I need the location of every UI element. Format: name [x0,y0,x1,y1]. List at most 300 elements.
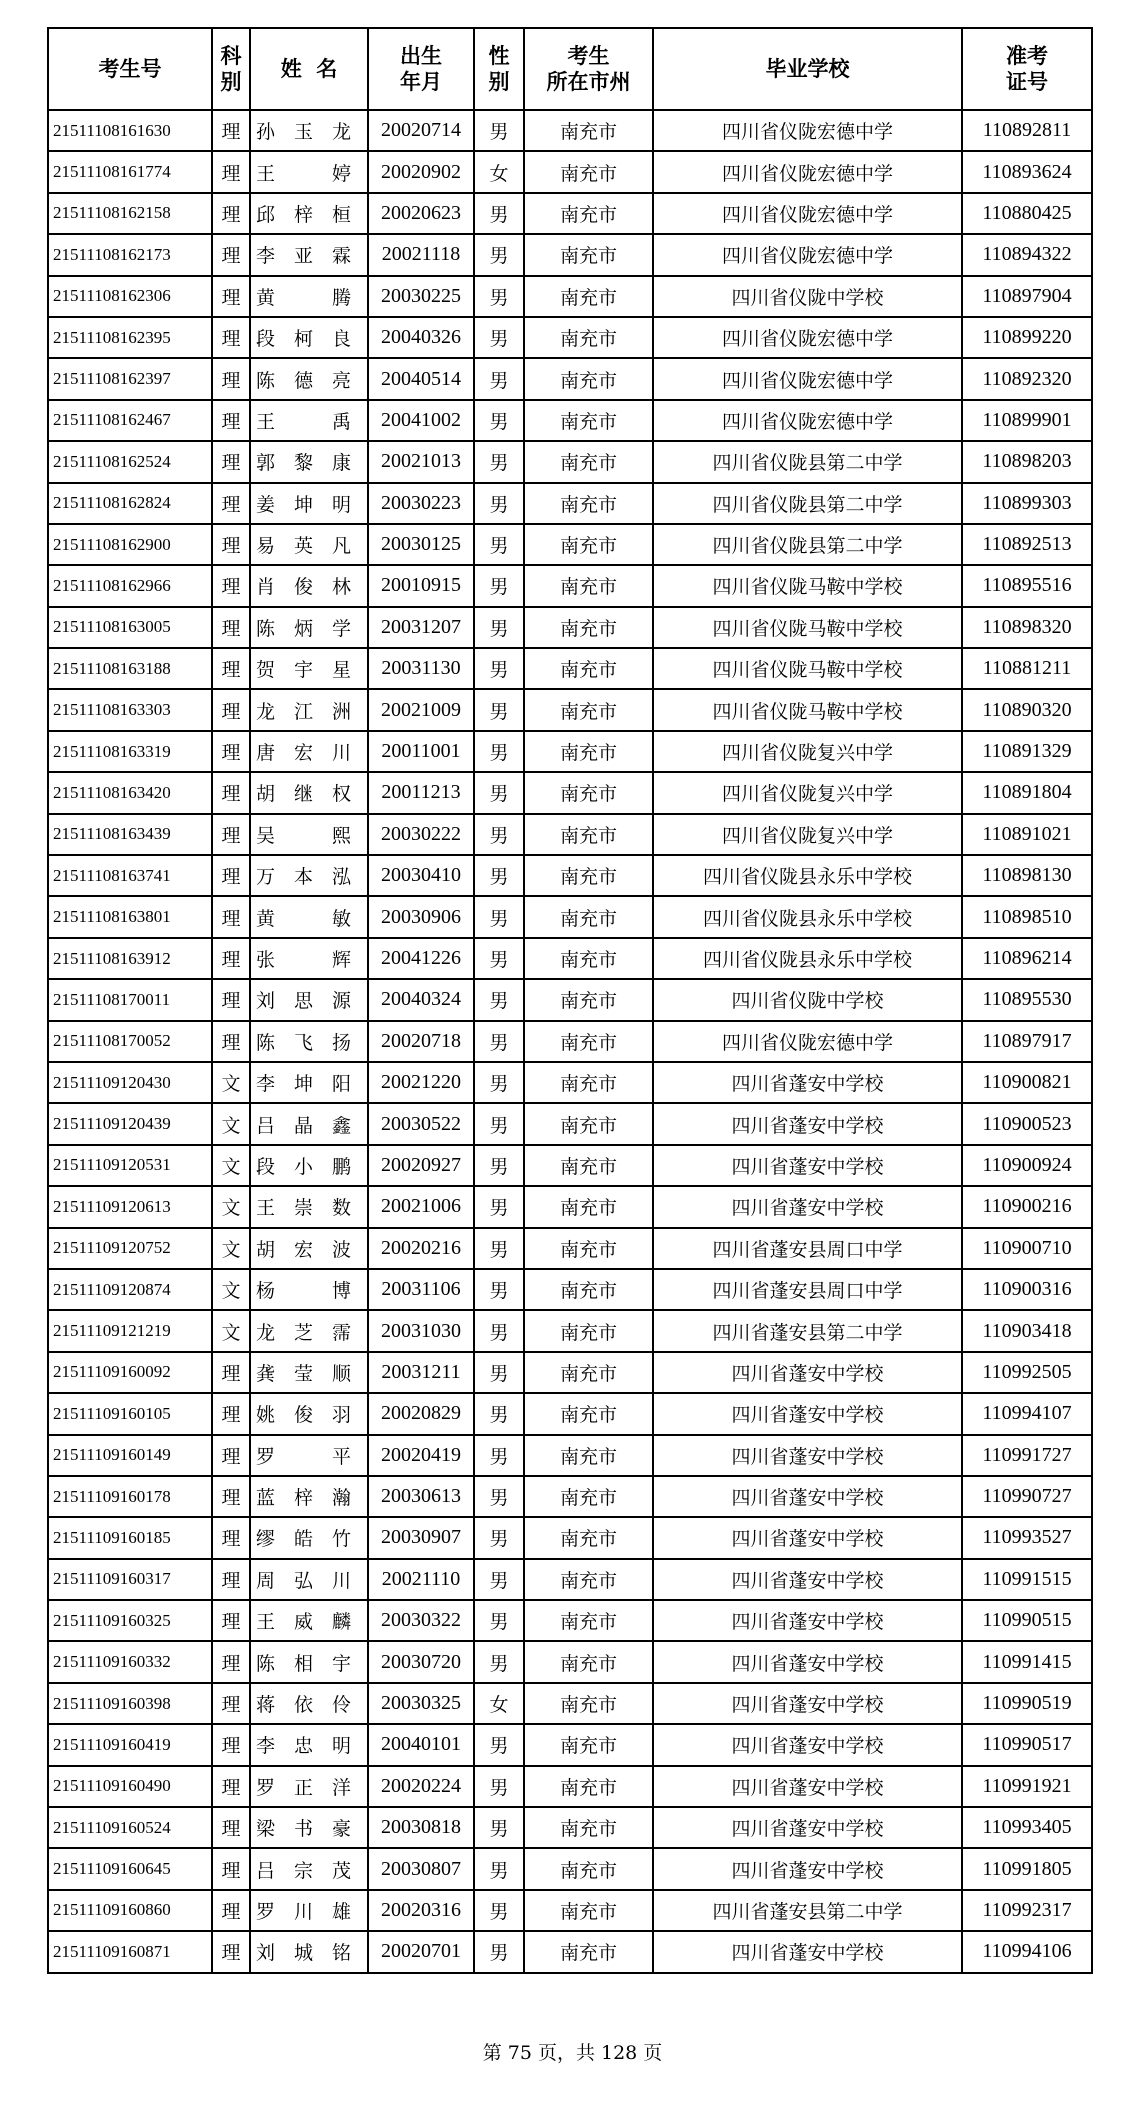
cell-name [250,1848,368,1889]
cell-city: 南充市 [524,441,653,482]
cell-city: 南充市 [524,1228,653,1269]
cell-student-id: 21511108161774 [48,151,212,192]
cell-birth: 20030325 [368,1683,474,1724]
cell-city: 南充市 [524,1062,653,1103]
cell-student-id: 21511109160398 [48,1683,212,1724]
cell-subject: 文 [212,1310,250,1351]
table-row [48,979,1092,1020]
cell-name [250,1393,368,1434]
cell-birth: 20020216 [368,1228,474,1269]
cell-school: 四川省仪陇县第二中学 [653,441,962,482]
header-gender: 性 别 [474,28,524,110]
cell-name [250,689,368,730]
name-text: 罗 川 雄 [256,1900,352,1923]
cell-gender: 男 [474,1310,524,1351]
name-text: 吕 晶 鑫 [256,1114,352,1137]
table-row [48,731,1092,772]
cell-gender: 男 [474,1890,524,1931]
cell-school: 四川省仪陇县永乐中学校 [653,896,962,937]
cell-gender: 男 [474,400,524,441]
cell-student-id: 21511108162524 [48,441,212,482]
cell-gender: 男 [474,317,524,358]
cell-subject: 文 [212,1269,250,1310]
cell-ticket: 110991727 [962,1435,1092,1476]
cell-city: 南充市 [524,1435,653,1476]
cell-birth: 20020927 [368,1145,474,1186]
cell-subject: 理 [212,1021,250,1062]
cell-name [250,1062,368,1103]
cell-ticket: 110991921 [962,1766,1092,1807]
table-row [48,938,1092,979]
cell-ticket: 110991805 [962,1848,1092,1889]
cell-student-id: 21511108163420 [48,772,212,813]
cell-school: 四川省仪陇中学校 [653,979,962,1020]
cell-gender: 男 [474,731,524,772]
name-text: 吕 宗 茂 [256,1859,352,1882]
cell-subject: 理 [212,1393,250,1434]
cell-ticket: 110896214 [962,938,1092,979]
cell-student-id: 21511108162966 [48,565,212,606]
cell-school: 四川省蓬安中学校 [653,1600,962,1641]
cell-birth: 20021013 [368,441,474,482]
cell-city: 南充市 [524,400,653,441]
cell-gender: 男 [474,565,524,606]
cell-student-id: 21511109120752 [48,1228,212,1269]
name-text: 段 小 鹏 [256,1155,352,1178]
cell-name [250,524,368,565]
cell-name [250,565,368,606]
cell-school: 四川省仪陇宏德中学 [653,151,962,192]
name-text: 梁 书 豪 [256,1818,352,1841]
cell-ticket: 110895516 [962,565,1092,606]
cell-student-id: 21511108163303 [48,689,212,730]
cell-city: 南充市 [524,814,653,855]
cell-gender: 男 [474,772,524,813]
cell-gender: 男 [474,1393,524,1434]
cell-ticket: 110897917 [962,1021,1092,1062]
name-text: 缪 皓 竹 [256,1528,352,1551]
cell-student-id: 21511109120613 [48,1186,212,1227]
cell-school: 四川省仪陇县永乐中学校 [653,938,962,979]
table-row [48,1600,1092,1641]
cell-ticket: 110881211 [962,648,1092,689]
cell-city: 南充市 [524,607,653,648]
cell-gender: 男 [474,110,524,151]
cell-birth: 20021009 [368,689,474,730]
table-row [48,1683,1092,1724]
cell-birth: 20030613 [368,1476,474,1517]
cell-birth: 20020714 [368,110,474,151]
header-row [48,28,1092,110]
cell-subject: 理 [212,689,250,730]
cell-gender: 男 [474,234,524,275]
cell-gender: 男 [474,483,524,524]
name-text: 贺 宇 星 [256,659,352,682]
cell-name [250,814,368,855]
cell-subject: 理 [212,358,250,399]
cell-name [250,1641,368,1682]
cell-birth: 20030225 [368,276,474,317]
table-row [48,524,1092,565]
cell-birth: 20011213 [368,772,474,813]
cell-gender: 男 [474,441,524,482]
table-row [48,1848,1092,1889]
table-row [48,1310,1092,1351]
cell-subject: 理 [212,524,250,565]
cell-ticket: 110892513 [962,524,1092,565]
cell-city: 南充市 [524,689,653,730]
cell-student-id: 21511108163912 [48,938,212,979]
cell-student-id: 21511108162824 [48,483,212,524]
cell-subject: 理 [212,1766,250,1807]
cell-gender: 男 [474,1600,524,1641]
cell-school: 四川省仪陇马鞍中学校 [653,689,962,730]
cell-subject: 理 [212,1600,250,1641]
cell-gender: 男 [474,1269,524,1310]
cell-ticket: 110900316 [962,1269,1092,1310]
cell-city: 南充市 [524,1476,653,1517]
cell-name [250,1145,368,1186]
cell-name [250,1476,368,1517]
cell-gender: 男 [474,1807,524,1848]
cell-city: 南充市 [524,276,653,317]
name-text: 刘 思 源 [256,990,352,1013]
table-row [48,648,1092,689]
cell-school: 四川省仪陇宏德中学 [653,110,962,151]
name-text: 陈 德 亮 [256,369,352,392]
cell-school: 四川省仪陇宏德中学 [653,400,962,441]
cell-name [250,1435,368,1476]
cell-city: 南充市 [524,234,653,275]
cell-city: 南充市 [524,1517,653,1558]
cell-name [250,1559,368,1600]
cell-birth: 20021006 [368,1186,474,1227]
cell-birth: 20030522 [368,1103,474,1144]
cell-student-id: 21511109160317 [48,1559,212,1600]
cell-school: 四川省仪陇县永乐中学校 [653,855,962,896]
cell-city: 南充市 [524,896,653,937]
name-text: 姚 俊 羽 [256,1404,352,1427]
cell-city: 南充市 [524,358,653,399]
name-text: 姜 坤 明 [256,493,352,516]
cell-gender: 男 [474,648,524,689]
cell-ticket: 110994106 [962,1931,1092,1972]
cell-city: 南充市 [524,1724,653,1765]
name-text: 陈 相 宇 [256,1652,352,1675]
cell-subject: 理 [212,814,250,855]
name-text: 周 弘 川 [256,1569,352,1592]
name-text: 唐 宏 川 [256,742,352,765]
name-text: 龚 莹 顺 [256,1362,352,1385]
cell-subject: 理 [212,1931,250,1972]
cell-school: 四川省仪陇宏德中学 [653,358,962,399]
cell-name [250,731,368,772]
table-row [48,441,1092,482]
cell-birth: 20021220 [368,1062,474,1103]
cell-birth: 20030818 [368,1807,474,1848]
cell-subject: 理 [212,731,250,772]
cell-ticket: 110900710 [962,1228,1092,1269]
name-text: 龙 芝 霈 [256,1321,352,1344]
name-text: 吴 熙 [256,824,352,847]
cell-student-id: 21511108162900 [48,524,212,565]
cell-ticket: 110892811 [962,110,1092,151]
cell-student-id: 21511109160185 [48,1517,212,1558]
cell-school: 四川省仪陇马鞍中学校 [653,607,962,648]
cell-subject: 文 [212,1103,250,1144]
cell-name [250,193,368,234]
cell-school: 四川省蓬安中学校 [653,1103,962,1144]
cell-gender: 男 [474,1931,524,1972]
cell-ticket: 110994107 [962,1393,1092,1434]
cell-subject: 理 [212,1352,250,1393]
cell-student-id: 21511109160645 [48,1848,212,1889]
cell-ticket: 110993405 [962,1807,1092,1848]
cell-school: 四川省蓬安县周口中学 [653,1269,962,1310]
cell-city: 南充市 [524,1103,653,1144]
cell-school: 四川省蓬安中学校 [653,1435,962,1476]
cell-ticket: 110990515 [962,1600,1092,1641]
cell-student-id: 21511109120439 [48,1103,212,1144]
name-text: 黄 敏 [256,907,352,930]
cell-student-id: 21511109160490 [48,1766,212,1807]
cell-city: 南充市 [524,1269,653,1310]
name-text: 王 威 麟 [256,1611,352,1634]
table-row [48,1269,1092,1310]
cell-ticket: 110899220 [962,317,1092,358]
table-row [48,1103,1092,1144]
cell-school: 四川省蓬安中学校 [653,1517,962,1558]
cell-name [250,979,368,1020]
cell-school: 四川省仪陇县第二中学 [653,483,962,524]
cell-birth: 20020718 [368,1021,474,1062]
cell-city: 南充市 [524,1559,653,1600]
cell-name [250,483,368,524]
cell-gender: 男 [474,1062,524,1103]
admission-table [47,27,1093,1974]
header-id: 考生号 [48,28,212,110]
cell-subject: 理 [212,896,250,937]
name-text: 肖 俊 林 [256,576,352,599]
cell-name [250,1724,368,1765]
name-text: 陈 飞 扬 [256,1031,352,1054]
cell-gender: 男 [474,938,524,979]
cell-gender: 男 [474,1476,524,1517]
cell-birth: 20031207 [368,607,474,648]
cell-student-id: 21511108162467 [48,400,212,441]
table-row [48,193,1092,234]
cell-city: 南充市 [524,938,653,979]
cell-name [250,234,368,275]
cell-subject: 理 [212,151,250,192]
cell-gender: 男 [474,979,524,1020]
table-row [48,110,1092,151]
name-text: 李 亚 霖 [256,245,352,268]
cell-student-id: 21511109120430 [48,1062,212,1103]
table-row [48,151,1092,192]
cell-birth: 20040101 [368,1724,474,1765]
cell-student-id: 21511109160332 [48,1641,212,1682]
cell-gender: 男 [474,1724,524,1765]
table-row [48,1393,1092,1434]
cell-birth: 20011001 [368,731,474,772]
cell-ticket: 110991515 [962,1559,1092,1600]
cell-city: 南充市 [524,317,653,358]
cell-ticket: 110899901 [962,400,1092,441]
table-row [48,276,1092,317]
cell-subject: 理 [212,1683,250,1724]
cell-school: 四川省仪陇复兴中学 [653,814,962,855]
table-row [48,772,1092,813]
cell-subject: 文 [212,1062,250,1103]
cell-name [250,1890,368,1931]
cell-student-id: 21511109121219 [48,1310,212,1351]
cell-student-id: 21511108161630 [48,110,212,151]
cell-name [250,855,368,896]
cell-student-id: 21511108163741 [48,855,212,896]
cell-ticket: 110900216 [962,1186,1092,1227]
cell-ticket: 110900821 [962,1062,1092,1103]
cell-gender: 男 [474,1517,524,1558]
cell-city: 南充市 [524,524,653,565]
cell-name [250,400,368,441]
cell-city: 南充市 [524,731,653,772]
cell-school: 四川省蓬安中学校 [653,1559,962,1600]
cell-student-id: 21511109160419 [48,1724,212,1765]
table-row [48,1186,1092,1227]
cell-city: 南充市 [524,1600,653,1641]
page-footer: 第 75 页，共 128 页 [482,2042,663,2064]
name-text: 张 辉 [256,949,352,971]
table-row [48,1890,1092,1931]
table-row [48,1352,1092,1393]
cell-subject: 理 [212,234,250,275]
table-row [48,1641,1092,1682]
cell-student-id: 21511108162173 [48,234,212,275]
cell-subject: 理 [212,110,250,151]
cell-city: 南充市 [524,193,653,234]
cell-gender: 女 [474,151,524,192]
name-text: 王 婷 [256,162,352,185]
cell-gender: 男 [474,1021,524,1062]
cell-subject: 理 [212,855,250,896]
cell-name [250,607,368,648]
name-text: 段 柯 良 [256,328,352,351]
cell-gender: 男 [474,1435,524,1476]
cell-student-id: 21511109160149 [48,1435,212,1476]
table-row [48,1724,1092,1765]
cell-ticket: 110992317 [962,1890,1092,1931]
cell-school: 四川省蓬安中学校 [653,1807,962,1848]
cell-birth: 20041226 [368,938,474,979]
cell-student-id: 21511108162306 [48,276,212,317]
cell-student-id: 21511109120531 [48,1145,212,1186]
cell-subject: 理 [212,648,250,689]
cell-school: 四川省蓬安中学校 [653,1062,962,1103]
cell-birth: 20031030 [368,1310,474,1351]
cell-ticket: 110990727 [962,1476,1092,1517]
cell-subject: 理 [212,400,250,441]
name-text: 万 本 泓 [256,866,352,889]
cell-ticket: 110993527 [962,1517,1092,1558]
cell-gender: 男 [474,1559,524,1600]
cell-birth: 20021118 [368,234,474,275]
cell-city: 南充市 [524,979,653,1020]
cell-subject: 文 [212,1228,250,1269]
cell-birth: 20030125 [368,524,474,565]
cell-school: 四川省蓬安县周口中学 [653,1228,962,1269]
table-row [48,814,1092,855]
cell-school: 四川省蓬安中学校 [653,1848,962,1889]
cell-subject: 理 [212,276,250,317]
cell-city: 南充市 [524,565,653,606]
cell-ticket: 110895530 [962,979,1092,1020]
name-text: 龙 江 洲 [256,700,352,723]
cell-city: 南充市 [524,1848,653,1889]
cell-school: 四川省蓬安中学校 [653,1766,962,1807]
cell-city: 南充市 [524,1352,653,1393]
name-text: 黄 腾 [256,286,352,309]
cell-subject: 理 [212,772,250,813]
cell-ticket: 110891804 [962,772,1092,813]
cell-student-id: 21511109160092 [48,1352,212,1393]
cell-student-id: 21511108170011 [48,979,212,1020]
name-text: 王 崇 数 [256,1197,352,1220]
cell-student-id: 21511108163319 [48,731,212,772]
cell-gender: 男 [474,1848,524,1889]
cell-name [250,151,368,192]
cell-gender: 女 [474,1683,524,1724]
header-birth: 出生 年月 [368,28,474,110]
cell-birth: 20020701 [368,1931,474,1972]
cell-name [250,441,368,482]
cell-name [250,1310,368,1351]
table-row [48,896,1092,937]
cell-student-id: 21511108162395 [48,317,212,358]
cell-school: 四川省仪陇复兴中学 [653,772,962,813]
name-text: 孙 玉 龙 [256,121,352,144]
cell-birth: 20030223 [368,483,474,524]
cell-city: 南充市 [524,1145,653,1186]
cell-gender: 男 [474,896,524,937]
cell-student-id: 21511109160105 [48,1393,212,1434]
cell-birth: 20040514 [368,358,474,399]
cell-gender: 男 [474,1145,524,1186]
cell-subject: 理 [212,483,250,524]
table-row [48,1435,1092,1476]
cell-gender: 男 [474,276,524,317]
cell-name [250,1352,368,1393]
cell-name [250,896,368,937]
cell-birth: 20020419 [368,1435,474,1476]
cell-student-id: 21511109160325 [48,1600,212,1641]
cell-ticket: 110900523 [962,1103,1092,1144]
header-name: 姓 名 [250,28,368,110]
name-text: 罗 正 洋 [256,1776,352,1799]
cell-ticket: 110991415 [962,1641,1092,1682]
cell-name [250,358,368,399]
cell-subject: 理 [212,1890,250,1931]
cell-ticket: 110990517 [962,1724,1092,1765]
cell-student-id: 21511108162397 [48,358,212,399]
cell-name [250,1683,368,1724]
cell-gender: 男 [474,814,524,855]
cell-city: 南充市 [524,1310,653,1351]
cell-school: 四川省蓬安县第二中学 [653,1890,962,1931]
cell-ticket: 110890320 [962,689,1092,730]
cell-name [250,1269,368,1310]
cell-subject: 理 [212,1476,250,1517]
